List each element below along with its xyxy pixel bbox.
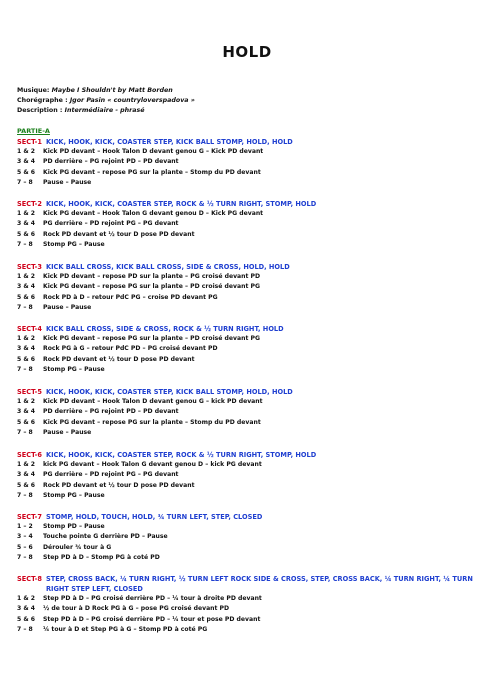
- step-row: [17, 334, 487, 344]
- step-count: 7 – 8: [17, 554, 33, 562]
- step-count: 7 – 8: [17, 179, 33, 187]
- step-count: 7 – 8: [17, 429, 33, 437]
- step-description: Step PD à D – PG croisé derrière PD – ¼ tour à droite PD devant: [43, 595, 262, 602]
- step-description: ¼ tour à D et Step PG à G – Stomp PD à coté PG: [43, 626, 208, 634]
- step-count: 5 & 6: [17, 481, 36, 489]
- section-heading: [17, 512, 487, 522]
- step-row: [17, 491, 487, 501]
- step-count: 5 & 6: [17, 293, 36, 301]
- section-heading: [17, 387, 487, 397]
- step-description: PG derrière – PD rejoint PG – PG devant: [43, 471, 179, 479]
- step-description: Stomp PD – Pause: [43, 523, 105, 530]
- step-row: [17, 147, 487, 157]
- step-description: Step PD à D – Stomp PG à coté PD: [43, 554, 160, 562]
- section-id: SECT-5: [17, 388, 42, 396]
- step-description: Kick PD devant – repose PD sur la plante – PG croisé devant PD: [43, 273, 261, 280]
- step-description: Kick PG devant – repose PG sur la plante – Stomp du PD devant: [43, 168, 261, 176]
- section-id: SECT-2: [17, 200, 42, 208]
- step-row: [17, 293, 487, 303]
- step-row: [17, 532, 487, 542]
- step-section: [17, 262, 487, 314]
- step-row: [17, 543, 487, 553]
- section-title: KICK BALL CROSS, SIDE & CROSS, ROCK & ½ TURN RIGHT, HOLD: [45, 325, 284, 333]
- step-description: Kick PG devant – repose PG sur la plante – Stomp du PD devant: [43, 418, 261, 426]
- step-row: [17, 355, 487, 365]
- step-count: 5 & 6: [17, 615, 36, 623]
- part-heading: PARTIE-A: [17, 127, 50, 135]
- step-description: Rock PD devant et ½ tour D pose PD devant: [43, 355, 195, 363]
- step-description: Kick PD devant – Hook Talon D devant genou G – Kick PD devant: [43, 148, 264, 155]
- step-row: [17, 303, 487, 313]
- step-section: [17, 324, 487, 376]
- step-count: 7 – 8: [17, 241, 33, 249]
- step-count: 3 & 4: [17, 345, 36, 353]
- step-description: Dérouler ¾ tour à G: [43, 543, 112, 551]
- step-count: 1 & 2: [17, 273, 36, 280]
- step-count: 3 & 4: [17, 158, 36, 166]
- step-description: Pause – Pause: [43, 179, 92, 187]
- step-count: 5 & 6: [17, 418, 36, 426]
- step-description: Pause – Pause: [43, 304, 92, 312]
- step-count: 3 & 4: [17, 220, 36, 228]
- step-description: kick PG devant – Hook Talon G devant genou D – kick PG devant: [43, 461, 262, 468]
- section-heading: [17, 137, 487, 147]
- section-heading: [17, 574, 487, 594]
- step-count: 1 & 2: [17, 595, 36, 602]
- step-count: 1 & 2: [17, 461, 36, 468]
- step-row: [17, 481, 487, 491]
- step-row: [17, 470, 487, 480]
- step-description: Rock PD devant et ½ tour D pose PD devant: [43, 481, 195, 489]
- step-row: [17, 282, 487, 292]
- step-row: [17, 460, 487, 470]
- section-title: STEP, CROSS BACK, ¼ TURN RIGHT, ½ TURN LEFT ROCK SIDE & CROSS, STEP, CROSS BACK, ¼ TURN RIGHT, ¼ TURN RIGHT STEP LEFT, CLOSED: [45, 575, 473, 593]
- step-row: [17, 272, 487, 282]
- step-row: [17, 407, 487, 417]
- section-id: SECT-8: [17, 575, 42, 583]
- step-description: Stomp PG – Pause: [43, 492, 105, 500]
- step-count: 5 & 6: [17, 168, 36, 176]
- step-count: 3 – 4: [17, 533, 33, 541]
- step-count: 7 – 8: [17, 366, 33, 374]
- step-count: 3 & 4: [17, 283, 36, 291]
- step-row: [17, 219, 487, 229]
- step-count: 1 & 2: [17, 335, 36, 342]
- section-heading: [17, 262, 487, 272]
- step-count: 7 – 8: [17, 304, 33, 312]
- step-description: Rock PD à D – retour PdC PG – croise PD devant PG: [43, 293, 218, 301]
- step-row: [17, 604, 487, 614]
- meta-label: Chorégraphe :: [17, 97, 68, 105]
- section-id: SECT-3: [17, 263, 42, 271]
- section-heading: [17, 324, 487, 334]
- step-count: 3 & 4: [17, 408, 36, 416]
- section-id: SECT-7: [17, 513, 42, 521]
- step-count: 5 & 6: [17, 230, 36, 238]
- section-id: SECT-4: [17, 325, 42, 333]
- step-description: Rock PD devant et ½ tour D pose PD devant: [43, 230, 195, 238]
- section-heading: [17, 199, 487, 209]
- step-count: 5 – 6: [17, 543, 33, 551]
- section-title: KICK, HOOK, KICK, COASTER STEP, ROCK & ½ TURN RIGHT, STOMP, HOLD: [45, 200, 317, 208]
- step-description: ½ de tour à D Rock PG à G – pose PG croisé devant PD: [43, 605, 230, 613]
- section-title: KICK, HOOK, KICK, COASTER STEP, KICK BALL STOMP, HOLD, HOLD: [45, 138, 293, 146]
- section-title: KICK, HOOK, KICK, COASTER STEP, ROCK & ½ TURN RIGHT, STOMP, HOLD: [45, 451, 317, 459]
- meta-value: Jgor Pasin « countryloverspadova »: [69, 97, 195, 105]
- step-row: [17, 230, 487, 240]
- step-section: [17, 137, 487, 189]
- step-count: 1 & 2: [17, 210, 36, 217]
- meta-description: [17, 106, 195, 116]
- step-description: Rock PG à G – retour PdC PD – PG croisé devant PD: [43, 345, 218, 353]
- step-row: [17, 553, 487, 563]
- step-row: [17, 209, 487, 219]
- section-heading: [17, 450, 487, 460]
- step-count: 3 & 4: [17, 605, 36, 613]
- meta-value: Maybe I Shouldn't by Matt Borden: [51, 87, 173, 94]
- step-description: PD derrière – PG rejoint PD – PD devant: [43, 158, 179, 166]
- section-id: SECT-6: [17, 451, 42, 459]
- meta-music: [17, 86, 195, 96]
- step-row: [17, 615, 487, 625]
- step-description: Kick PD devant – Hook Talon D devant genou G – kick PD devant: [43, 398, 263, 405]
- step-row: [17, 178, 487, 188]
- step-row: [17, 240, 487, 250]
- step-count: 3 & 4: [17, 471, 36, 479]
- step-count: 7 – 8: [17, 492, 33, 500]
- step-section: [17, 574, 487, 636]
- step-count: 1 – 2: [17, 523, 33, 530]
- meta-value: Intermédiaire - phrasé: [64, 107, 145, 115]
- section-title: KICK BALL CROSS, KICK BALL CROSS, SIDE & CROSS, HOLD, HOLD: [45, 263, 290, 271]
- step-count: 7 – 8: [17, 626, 33, 634]
- step-row: [17, 428, 487, 438]
- step-section: [17, 450, 487, 502]
- step-count: 1 & 2: [17, 148, 36, 155]
- step-row: [17, 344, 487, 354]
- step-section: [17, 199, 487, 251]
- step-description: PD derrière – PG rejoint PD – PD devant: [43, 408, 179, 416]
- step-description: Kick PG devant – repose PG sur la plante – PD croisé devant PG: [43, 283, 260, 291]
- section-title: KICK, HOOK, KICK, COASTER STEP, KICK BALL STOMP, HOLD, HOLD: [45, 388, 293, 396]
- step-row: [17, 418, 487, 428]
- section-title: STOMP, HOLD, TOUCH, HOLD, ¾ TURN LEFT, STEP, CLOSED: [45, 513, 263, 521]
- step-description: Touche pointe G derrière PD – Pause: [43, 533, 168, 541]
- meta-label: Musique:: [17, 87, 50, 94]
- step-description: Pause – Pause: [43, 429, 92, 437]
- dance-metadata: [17, 86, 195, 117]
- step-count: 1 & 2: [17, 398, 36, 405]
- step-description: PG derrière – PD rejoint PG – PG devant: [43, 220, 179, 228]
- step-row: [17, 594, 487, 604]
- step-row: [17, 365, 487, 375]
- page-title: HOLD: [222, 43, 272, 61]
- step-section: [17, 512, 487, 564]
- step-row: [17, 157, 487, 167]
- meta-label: Description :: [17, 107, 63, 115]
- step-description: Kick PG devant – repose PG sur la plante – PD croisé devant PG: [43, 335, 260, 342]
- step-row: [17, 168, 487, 178]
- meta-choreographer: [17, 96, 195, 106]
- step-description: Stomp PG – Pause: [43, 241, 105, 249]
- step-count: 5 & 6: [17, 355, 36, 363]
- step-section: [17, 387, 487, 439]
- step-description: Stomp PG – Pause: [43, 366, 105, 374]
- step-description: Step PD à D – PG croisé derrière PD – ¼ tour et pose PD devant: [43, 615, 261, 623]
- step-row: [17, 625, 487, 635]
- step-row: [17, 397, 487, 407]
- section-id: SECT-1: [17, 138, 42, 146]
- step-description: Kick PG devant – Hook Talon G devant genou D – Kick PG devant: [43, 210, 264, 217]
- step-row: [17, 522, 487, 532]
